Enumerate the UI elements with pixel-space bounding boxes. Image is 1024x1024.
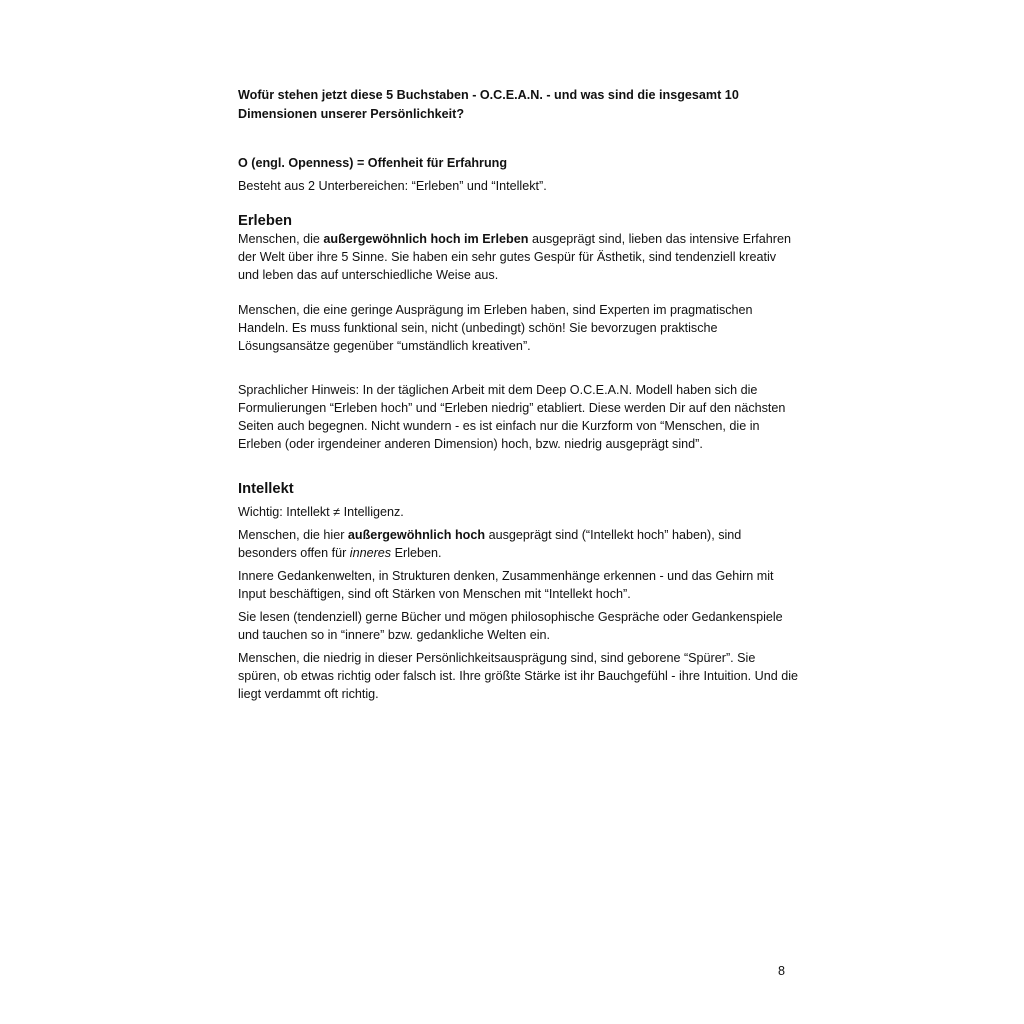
subheading-erleben: Erleben [238, 213, 293, 229]
erleben-paragraph-low: Menschen, die eine geringe Ausprägung im Erleben haben, sind Experten im pragmatischen Handeln. Es muss funktional sein, nicht (unbedingt) schön! Sie bevorzugen praktische Lösungsansätze gegenüber “umständlich kreativen”. [238, 303, 753, 353]
intellekt-paragraph-high [238, 526, 798, 562]
page-number: 8 [778, 964, 786, 978]
intellekt-note: Wichtig: Intellekt ≠ Intelligenz. [238, 505, 404, 519]
section-intro: Besteht aus 2 Unterbereichen: “Erleben” und “Intellekt”. [238, 179, 547, 193]
text-span: Menschen, die hier [238, 528, 348, 542]
page-content [238, 86, 798, 703]
text-span: Erleben. [391, 546, 442, 560]
language-note: Sprachlicher Hinweis: In der täglichen Arbeit mit dem Deep O.C.E.A.N. Modell haben sich die Formulierungen “Erleben hoch” und “Erleben niedrig” etabliert. Diese werden Dir auf den nächsten Seiten auch begegnen. Nicht wundern - es ist einfach nur die Kurzform von “Menschen, die in Erleben (oder irgendeiner anderen Dimension) hoch, bzw. niedrig ausgeprägt sind”. [238, 383, 786, 451]
intellekt-paragraph-strengths: Innere Gedankenwelten, in Strukturen denken, Zusammenhänge erkennen - und das Gehirn mit Input beschäftigen, sind oft Stärken von Menschen mit “Intellekt hoch”. [238, 569, 774, 601]
text-span: Menschen, die [238, 232, 324, 246]
intellekt-paragraph-low: Menschen, die niedrig in dieser Persönlichkeitsausprägung sind, sind geborene “Spürer”. Sie spüren, ob etwas richtig oder falsch ist. Ihre größte Stärke ist ihr Bauchgefühl - ihre Intuition. Und die liegt verdammt oft richtig. [238, 651, 799, 701]
section-heading-openness: O (engl. Openness) = Offenheit für Erfahrung [238, 156, 508, 170]
emphasis-bold: außergewöhnlich hoch [347, 528, 486, 542]
emphasis-italic: inneres [349, 546, 392, 560]
erleben-paragraph-high [238, 230, 798, 284]
intellekt-paragraph-books: Sie lesen (tendenziell) gerne Bücher und mögen philosophische Gespräche oder Gedankenspiele und tauchen so in “innere” bzw. gedankliche Welten ein. [238, 610, 783, 642]
text-span: ausgeprägt sind (“Intellekt hoch” haben), sind besonders offen für [238, 528, 742, 560]
emphasis-bold: außergewöhnlich hoch im Erleben [323, 232, 529, 246]
text-span: ausgeprägt sind, lieben das intensive Erfahren der Welt über ihre 5 Sinne. Sie haben ein sehr gutes Gespür für Ästhetik, sind tendenziell kreativ und leben das auf unterschiedliche Weise aus. [238, 232, 791, 282]
subheading-intellekt: Intellekt [238, 481, 294, 497]
page-title: Wofür stehen jetzt diese 5 Buchstaben - O.C.E.A.N. - und was sind die insgesamt 10 Dimensionen unserer Persönlichkeit? [238, 88, 739, 121]
